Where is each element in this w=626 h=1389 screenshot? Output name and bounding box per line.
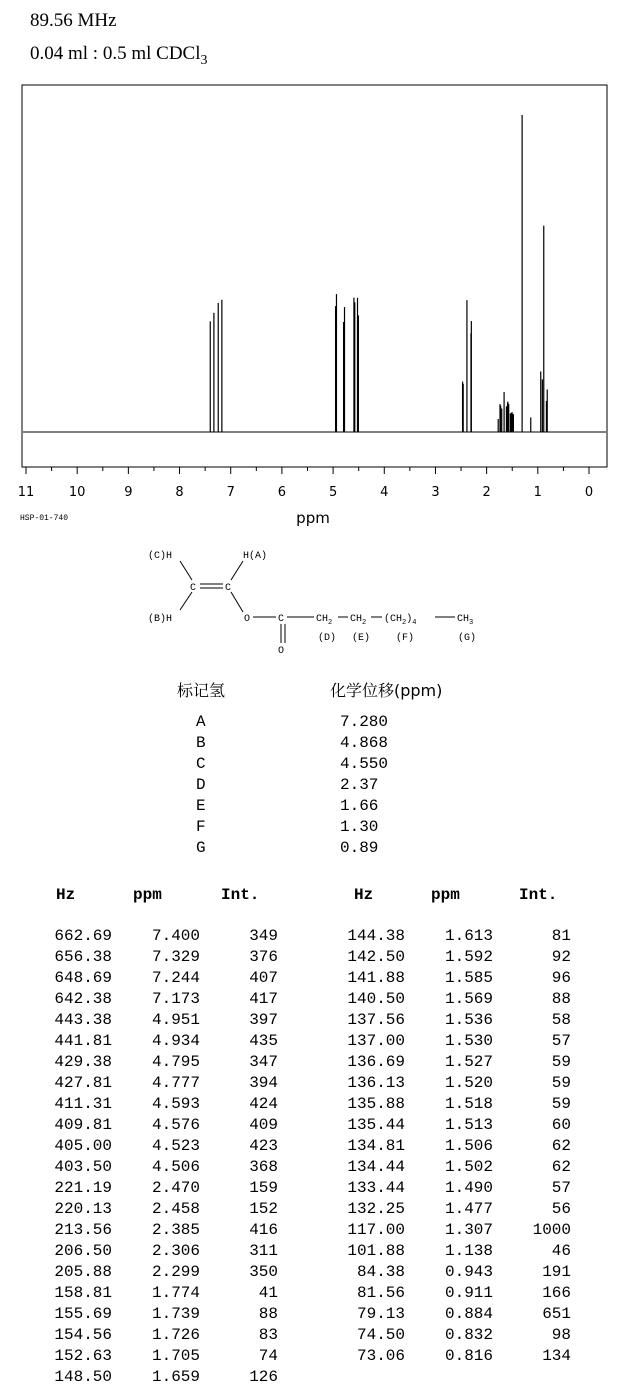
peak-row: [40, 1346, 278, 1367]
peak-int: 88: [258, 1305, 278, 1323]
peak-int: 74: [258, 1347, 278, 1365]
peak-hz: 441.81: [54, 1032, 112, 1050]
assign-header-label: 标记氢: [177, 681, 226, 700]
x-tick-label: 8: [175, 485, 184, 500]
peak-int: 347: [249, 1053, 278, 1071]
peak-ppm: 2.299: [151, 1263, 200, 1281]
peak-int: 409: [249, 1116, 278, 1134]
peak-hz: 117.00: [347, 1221, 405, 1239]
peak-hz: 403.50: [54, 1158, 112, 1176]
peak-ppm: 7.400: [151, 927, 200, 945]
peak-row: [40, 1010, 278, 1031]
x-tick-label: 1: [533, 485, 542, 500]
atom-c1: C: [190, 583, 197, 594]
assign-header-shift: 化学位移(ppm): [330, 681, 443, 700]
peak-row: [338, 1136, 571, 1157]
peak-row: [40, 1367, 278, 1388]
spectrum-trace: [23, 115, 606, 432]
assignment-shift: 1.66: [340, 797, 379, 815]
peak-ppm: 7.244: [151, 969, 200, 987]
assignment-shift: 2.37: [340, 776, 379, 794]
peak-ppm: 1.613: [444, 927, 493, 945]
peak-ppm: 4.951: [151, 1011, 200, 1029]
peak-ppm: 4.777: [151, 1074, 200, 1092]
peak-int: 152: [249, 1200, 278, 1218]
peak-int: 41: [258, 1284, 278, 1302]
peak-row: [40, 1136, 278, 1157]
peak-ppm: 7.173: [151, 990, 200, 1008]
peak-int: 651: [542, 1305, 571, 1323]
x-axis-label: ppm: [296, 509, 330, 527]
peak-hz: 221.19: [54, 1179, 112, 1197]
atom-c2: C: [225, 583, 232, 594]
bond-c-o: [231, 592, 243, 612]
peak-ppm: 0.884: [444, 1305, 493, 1323]
peak-ppm: 0.911: [444, 1284, 493, 1302]
peak-hz: 133.44: [347, 1179, 405, 1197]
peak-hz: 136.69: [347, 1053, 405, 1071]
peak-hz: 74.50: [356, 1326, 405, 1344]
peak-hz: 648.69: [54, 969, 112, 987]
peak-ppm: 2.458: [151, 1200, 200, 1218]
peak-hz: 411.31: [54, 1095, 112, 1113]
peak-int: 60: [551, 1116, 571, 1134]
solvent-info: [30, 43, 208, 69]
peak-row: [338, 1178, 571, 1199]
peak-hz: 141.88: [347, 969, 405, 987]
peak-int: 376: [249, 948, 278, 966]
peak-int: 81: [551, 927, 571, 945]
assignment-shift: 7.280: [340, 713, 389, 731]
peak-row: [40, 1199, 278, 1220]
peak-ppm: 2.385: [151, 1221, 200, 1239]
peak-int: 423: [249, 1137, 278, 1155]
group-ch2-e: $CH_2$: [350, 614, 367, 627]
assignment-label: C: [196, 755, 206, 773]
group-chain-f: $(CH_2)_4$: [384, 614, 417, 627]
peak-ppm: 1.585: [444, 969, 493, 987]
peak-ppm: 1.592: [444, 948, 493, 966]
peak-row: [338, 989, 571, 1010]
peak-int: 435: [249, 1032, 278, 1050]
peak-int: 349: [249, 927, 278, 945]
peak-ppm: 4.593: [151, 1095, 200, 1113]
peak-int: 88: [551, 990, 571, 1008]
peak-hz: 81.56: [356, 1284, 405, 1302]
assignment-label: A: [196, 713, 206, 731]
peak-hz: 79.13: [356, 1305, 405, 1323]
peak-ppm: 1.569: [444, 990, 493, 1008]
group-ch3-g: $CH_3$: [457, 614, 474, 627]
peak-hz: 213.56: [54, 1221, 112, 1239]
peak-int: 57: [551, 1032, 571, 1050]
peak-ppm: 4.576: [151, 1116, 200, 1134]
peak-int: 311: [249, 1242, 278, 1260]
peak-row: [338, 1157, 571, 1178]
peak-row: [40, 1325, 278, 1346]
peak-row: [338, 1115, 571, 1136]
bond-hc-c: [180, 561, 192, 580]
carbonyl-o: O: [278, 646, 285, 657]
peak-row: [40, 1178, 278, 1199]
spectrometer-frequency: 89.56 MHz: [30, 10, 117, 31]
peak-int: 59: [551, 1074, 571, 1092]
x-axis: [18, 467, 593, 500]
peak-row: [338, 1283, 571, 1304]
peak-int: 191: [542, 1263, 571, 1281]
peak-hz: 137.56: [347, 1011, 405, 1029]
peak-ppm: 4.523: [151, 1137, 200, 1155]
carbonyl-c: C: [278, 614, 285, 625]
assignment-shift: 1.30: [340, 818, 379, 836]
peak-row: [338, 1304, 571, 1325]
peak-ppm: 1.527: [444, 1053, 493, 1071]
peak-hz: 101.88: [347, 1242, 405, 1260]
peak-hz: 205.88: [54, 1263, 112, 1281]
x-tick-label: 3: [431, 485, 440, 500]
peak-row: [338, 1073, 571, 1094]
peak-hz: 429.38: [54, 1053, 112, 1071]
peak-row: [40, 947, 278, 968]
assignment-shift: 4.550: [340, 755, 389, 773]
peak-ppm: 1.518: [444, 1095, 493, 1113]
peak-row: [338, 1325, 571, 1346]
peak-int: 59: [551, 1053, 571, 1071]
solvent-subscript: 3: [200, 52, 208, 68]
assignment-shift: 4.868: [340, 734, 389, 752]
peak-int: 96: [551, 969, 571, 987]
bond-ha-c: [231, 561, 243, 580]
peak-int: 57: [551, 1179, 571, 1197]
peak-hz: 155.69: [54, 1305, 112, 1323]
peak-ppm: 1.513: [444, 1116, 493, 1134]
right-int-header: Int.: [519, 886, 558, 904]
peak-int: 46: [551, 1242, 571, 1260]
peak-hz: 443.38: [54, 1011, 112, 1029]
x-tick-label: 5: [328, 485, 338, 500]
peak-row: [40, 968, 278, 989]
peak-int: 62: [551, 1137, 571, 1155]
peak-ppm: 1.705: [151, 1347, 200, 1365]
peak-ppm: 1.659: [151, 1368, 200, 1386]
peak-row: [40, 1283, 278, 1304]
peak-int: 62: [551, 1158, 571, 1176]
peak-ppm: 1.739: [151, 1305, 200, 1323]
peak-hz: 136.13: [347, 1074, 405, 1092]
peak-row: [338, 1052, 571, 1073]
peak-ppm: 1.506: [444, 1137, 493, 1155]
peak-hz: 154.56: [54, 1326, 112, 1344]
peak-ppm: 1.536: [444, 1011, 493, 1029]
right-hz-header: Hz: [354, 886, 374, 904]
peak-hz: 134.44: [347, 1158, 405, 1176]
assignment-shift: 0.89: [340, 839, 379, 857]
peak-ppm: 2.306: [151, 1242, 200, 1260]
peak-row: [338, 947, 571, 968]
x-tick-label: 6: [277, 485, 287, 500]
peak-int: 59: [551, 1095, 571, 1113]
assignment-label: F: [196, 818, 206, 836]
peak-row: [40, 989, 278, 1010]
spectrum-code: HSP-01-740: [20, 514, 69, 523]
label-hc: (C)H: [148, 551, 173, 562]
peak-hz: 405.00: [54, 1137, 112, 1155]
peak-hz: 220.13: [54, 1200, 112, 1218]
peak-hz: 662.69: [54, 927, 112, 945]
peak-row: [40, 926, 278, 947]
solvent-text: 0.04 ml : 0.5 ml CDCl: [30, 43, 201, 64]
group-ch2-d: $CH_2$: [316, 614, 333, 627]
peak-int: 350: [249, 1263, 278, 1281]
peak-row: [40, 1094, 278, 1115]
peak-int: 424: [249, 1095, 278, 1113]
peak-ppm: 1.307: [444, 1221, 493, 1239]
peak-int: 134: [542, 1347, 571, 1365]
x-tick-label: 11: [17, 485, 35, 500]
peak-row: [40, 1157, 278, 1178]
peak-ppm: 4.934: [151, 1032, 200, 1050]
peak-hz: 206.50: [54, 1242, 112, 1260]
left-int-header: Int.: [221, 886, 260, 904]
peak-hz: 137.00: [347, 1032, 405, 1050]
peak-int: 126: [249, 1368, 278, 1386]
left-hz-header: Hz: [56, 886, 76, 904]
peak-ppm: 4.795: [151, 1053, 200, 1071]
peak-row: [338, 1031, 571, 1052]
peak-int: 159: [249, 1179, 278, 1197]
peak-int: 83: [258, 1326, 278, 1344]
peak-row: [338, 1262, 571, 1283]
peak-ppm: 1.502: [444, 1158, 493, 1176]
tag-g: (G): [458, 633, 477, 644]
peak-table-left: [40, 926, 278, 1388]
peak-row: [338, 926, 571, 947]
x-tick-label: 10: [68, 485, 86, 500]
peak-table-right: [338, 926, 571, 1367]
peak-row: [338, 1010, 571, 1031]
peak-hz: 144.38: [347, 927, 405, 945]
label-ha: H(A): [243, 551, 268, 562]
peak-row: [40, 1262, 278, 1283]
assignment-label: G: [196, 839, 206, 857]
peak-row: [40, 1220, 278, 1241]
peak-row: [338, 1094, 571, 1115]
x-tick-label: 4: [380, 485, 389, 500]
peak-row: [338, 1241, 571, 1262]
peak-int: 368: [249, 1158, 278, 1176]
peak-hz: 84.38: [356, 1263, 405, 1281]
peak-hz: 140.50: [347, 990, 405, 1008]
peak-int: 56: [551, 1200, 571, 1218]
peak-ppm: 1.774: [151, 1284, 200, 1302]
peak-hz: 132.25: [347, 1200, 405, 1218]
peak-ppm: 1.530: [444, 1032, 493, 1050]
peak-row: [40, 1052, 278, 1073]
x-tick-label: 7: [226, 485, 235, 500]
peak-ppm: 7.329: [151, 948, 200, 966]
peak-hz: 642.38: [54, 990, 112, 1008]
peak-hz: 158.81: [54, 1284, 112, 1302]
peak-int: 397: [249, 1011, 278, 1029]
right-ppm-header: ppm: [431, 886, 460, 904]
peak-int: 58: [551, 1011, 571, 1029]
peak-hz: 135.88: [347, 1095, 405, 1113]
peak-int: 394: [249, 1074, 278, 1092]
peak-int: 417: [249, 990, 278, 1008]
label-hb: (B)H: [148, 614, 173, 625]
assignment-label: B: [196, 734, 206, 752]
bond-hb-c: [180, 592, 192, 610]
x-tick-label: 9: [124, 485, 133, 500]
left-ppm-header: ppm: [133, 886, 162, 904]
peak-hz: 152.63: [54, 1347, 112, 1365]
peak-hz: 135.44: [347, 1116, 405, 1134]
peak-hz: 656.38: [54, 948, 112, 966]
peak-int: 416: [249, 1221, 278, 1239]
peak-row: [40, 1304, 278, 1325]
peak-int: 92: [551, 948, 571, 966]
peak-int: 166: [542, 1284, 571, 1302]
peak-ppm: 0.816: [444, 1347, 493, 1365]
peak-ppm: 4.506: [151, 1158, 200, 1176]
peak-hz: 73.06: [356, 1347, 405, 1365]
x-tick-label: 2: [482, 485, 491, 500]
plot-frame: [22, 85, 607, 467]
peak-int: 1000: [532, 1221, 571, 1239]
peak-row: [338, 1346, 571, 1367]
peak-hz: 409.81: [54, 1116, 112, 1134]
assignment-label: D: [196, 776, 206, 794]
peak-ppm: 1.520: [444, 1074, 493, 1092]
peak-hz: 134.81: [347, 1137, 405, 1155]
peak-ppm: 2.470: [151, 1179, 200, 1197]
tag-e: (E): [352, 633, 371, 644]
x-tick-label: 0: [584, 485, 594, 500]
peak-row: [40, 1115, 278, 1136]
peak-ppm: 1.726: [151, 1326, 200, 1344]
peak-ppm: 1.138: [444, 1242, 493, 1260]
peak-row: [40, 1241, 278, 1262]
atom-o: O: [244, 614, 251, 625]
tag-d: (D): [318, 633, 337, 644]
peak-ppm: 0.943: [444, 1263, 493, 1281]
peak-hz: 427.81: [54, 1074, 112, 1092]
peak-hz: 148.50: [54, 1368, 112, 1386]
peak-row: [40, 1031, 278, 1052]
peak-row: [338, 1220, 571, 1241]
peak-ppm: 1.477: [444, 1200, 493, 1218]
peak-hz: 142.50: [347, 948, 405, 966]
molecular-structure: [130, 540, 510, 660]
peak-row: [338, 1199, 571, 1220]
peak-int: 98: [551, 1326, 571, 1344]
peak-int: 407: [249, 969, 278, 987]
peak-row: [338, 968, 571, 989]
peak-ppm: 0.832: [444, 1326, 493, 1344]
nmr-spectrum-chart: [0, 80, 626, 530]
peak-row: [40, 1073, 278, 1094]
tag-f: (F): [396, 633, 415, 644]
peak-ppm: 1.490: [444, 1179, 493, 1197]
assignment-label: E: [196, 797, 206, 815]
